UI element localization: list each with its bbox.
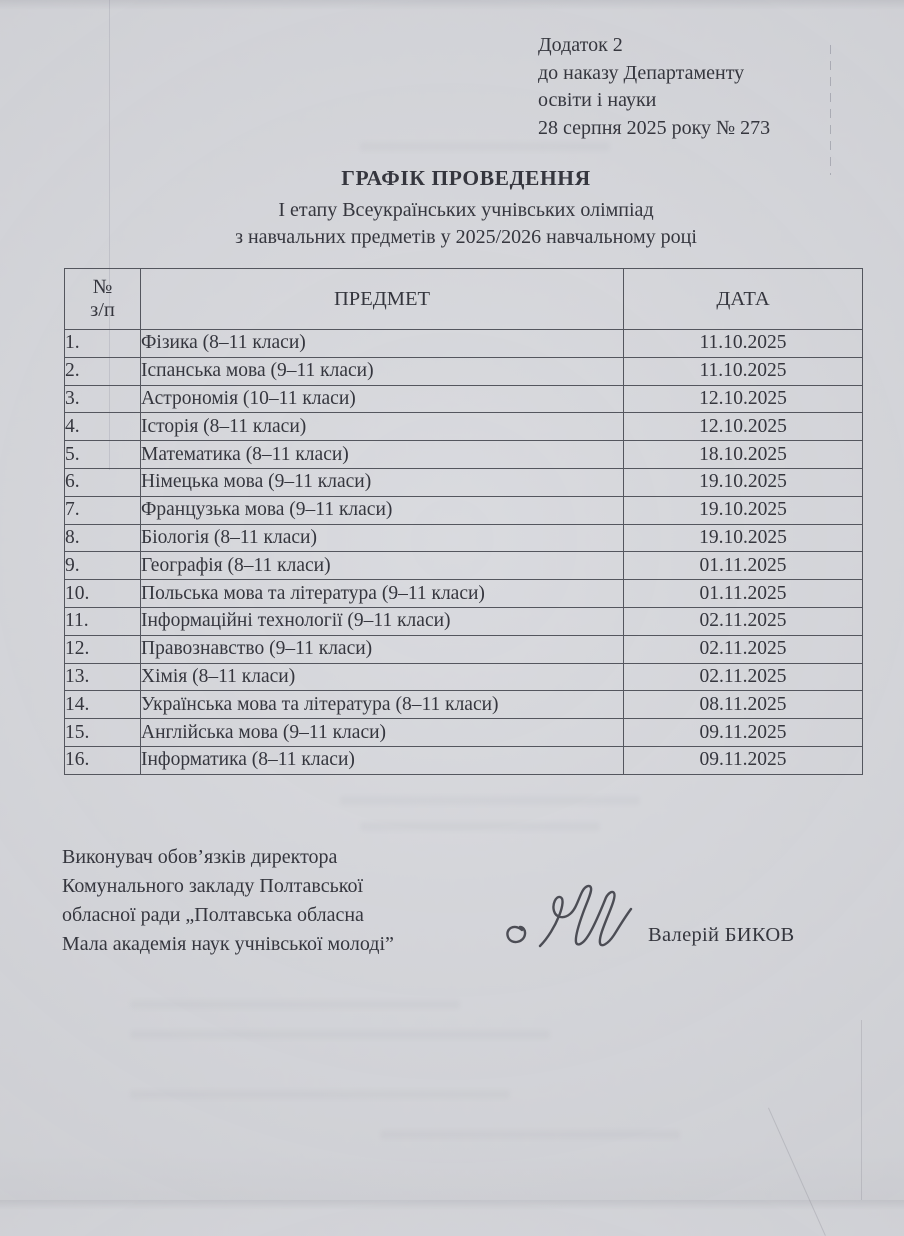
bleed-through-artifact [360, 822, 600, 831]
subject-cell: Українська мова та література (8–11 класи) [141, 691, 624, 719]
table-row [65, 719, 863, 747]
row-number-cell: 15. [65, 719, 141, 747]
page-title: ГРАФІК ПРОВЕДЕННЯ [341, 166, 591, 190]
row-number-cell: 5. [65, 441, 141, 469]
bleed-through-artifact [340, 796, 640, 805]
table-row [65, 691, 863, 719]
scan-artifact-right-edge [861, 1020, 862, 1200]
subject-cell: Хімія (8–11 класи) [141, 663, 624, 691]
subject-cell: Правознавство (9–11 класи) [141, 635, 624, 663]
row-number-cell: 2. [65, 357, 141, 385]
date-cell: 09.11.2025 [624, 746, 863, 774]
row-number-cell: 8. [65, 524, 141, 552]
date-cell: 19.10.2025 [624, 496, 863, 524]
row-number-cell: 9. [65, 552, 141, 580]
signatory-position-line: Виконувач обов’язків директора [62, 846, 338, 868]
date-cell: 12.10.2025 [624, 413, 863, 441]
table-header-row [65, 269, 863, 330]
signatory-position-line: Мала академія наук учнівської молоді” [62, 933, 394, 955]
date-cell: 19.10.2025 [624, 468, 863, 496]
row-number-cell: 3. [65, 385, 141, 413]
subject-cell: Французька мова (9–11 класи) [141, 496, 624, 524]
scan-artifact-diagonal-mark [768, 1108, 826, 1236]
row-number-cell: 1. [65, 330, 141, 358]
appendix-line: 28 серпня 2025 року № 273 [538, 116, 771, 139]
appendix-line: освіти і науки [538, 89, 657, 111]
subject-cell: Фізика (8–11 класи) [141, 330, 624, 358]
date-cell: 02.11.2025 [624, 635, 863, 663]
row-number-cell: 10. [65, 580, 141, 608]
table-row [65, 441, 863, 469]
table-row [65, 357, 863, 385]
row-number-cell: 6. [65, 468, 141, 496]
signatory-position-block [62, 843, 482, 959]
table-row [65, 663, 863, 691]
table-row [65, 468, 863, 496]
col-header-number-line2: з/п [90, 299, 115, 321]
olympiad-schedule-table [64, 268, 863, 775]
subject-cell: Інформаційні технології (9–11 класи) [141, 607, 624, 635]
date-cell: 09.11.2025 [624, 719, 863, 747]
subtitle-line: з навчальних предметів у 2025/2026 навчальному році [235, 226, 697, 248]
date-cell: 08.11.2025 [624, 691, 863, 719]
appendix-line: до наказу Департаменту [538, 61, 745, 84]
date-cell: 11.10.2025 [624, 357, 863, 385]
subject-cell: Історія (8–11 класи) [141, 413, 624, 441]
row-number-cell: 12. [65, 635, 141, 663]
bleed-through-artifact [380, 1130, 680, 1139]
subject-cell: Географія (8–11 класи) [141, 552, 624, 580]
bleed-through-artifact [130, 1090, 510, 1099]
date-cell: 12.10.2025 [624, 385, 863, 413]
table-row [65, 524, 863, 552]
signatory-position-line: обласної ради „Полтавська обласна [62, 904, 364, 926]
table-row [65, 580, 863, 608]
date-cell: 02.11.2025 [624, 663, 863, 691]
signatory-position-line: Комунального закладу Полтавської [62, 875, 364, 897]
col-header-date: ДАТА [624, 269, 863, 330]
subject-cell: Іспанська мова (9–11 класи) [141, 357, 624, 385]
subject-cell: Англійська мова (9–11 класи) [141, 719, 624, 747]
date-cell: 01.11.2025 [624, 580, 863, 608]
signatory-name: Валерій БИКОВ [648, 924, 795, 946]
handwritten-signature [500, 880, 655, 960]
table-row [65, 496, 863, 524]
scan-artifact-right-crease [830, 45, 831, 175]
appendix-line: Додаток 2 [538, 34, 623, 56]
date-cell: 01.11.2025 [624, 552, 863, 580]
subject-cell: Польська мова та література (9–11 класи) [141, 580, 624, 608]
table-row [65, 607, 863, 635]
date-cell: 18.10.2025 [624, 441, 863, 469]
bleed-through-artifact [360, 142, 610, 151]
col-header-subject: ПРЕДМЕТ [141, 269, 624, 330]
subject-cell: Біологія (8–11 класи) [141, 524, 624, 552]
table-row [65, 413, 863, 441]
bleed-through-artifact [130, 1030, 550, 1039]
date-cell: 11.10.2025 [624, 330, 863, 358]
col-header-number-line1: № [92, 276, 113, 298]
table-row [65, 746, 863, 774]
col-header-number [65, 269, 141, 330]
subject-cell: Німецька мова (9–11 класи) [141, 468, 624, 496]
bleed-through-artifact [130, 1000, 460, 1009]
title-block [0, 166, 904, 251]
date-cell: 19.10.2025 [624, 524, 863, 552]
table-row [65, 635, 863, 663]
appendix-block [538, 32, 770, 142]
subject-cell: Інформатика (8–11 класи) [141, 746, 624, 774]
row-number-cell: 11. [65, 607, 141, 635]
row-number-cell: 4. [65, 413, 141, 441]
row-number-cell: 16. [65, 746, 141, 774]
row-number-cell: 7. [65, 496, 141, 524]
subject-cell: Математика (8–11 класи) [141, 441, 624, 469]
subtitle-line: І етапу Всеукраїнських учнівських олімпіад [278, 199, 654, 221]
table-row [65, 330, 863, 358]
row-number-cell: 13. [65, 663, 141, 691]
subject-cell: Астрономія (10–11 класи) [141, 385, 624, 413]
row-number-cell: 14. [65, 691, 141, 719]
table-row [65, 552, 863, 580]
date-cell: 02.11.2025 [624, 607, 863, 635]
table-row [65, 385, 863, 413]
